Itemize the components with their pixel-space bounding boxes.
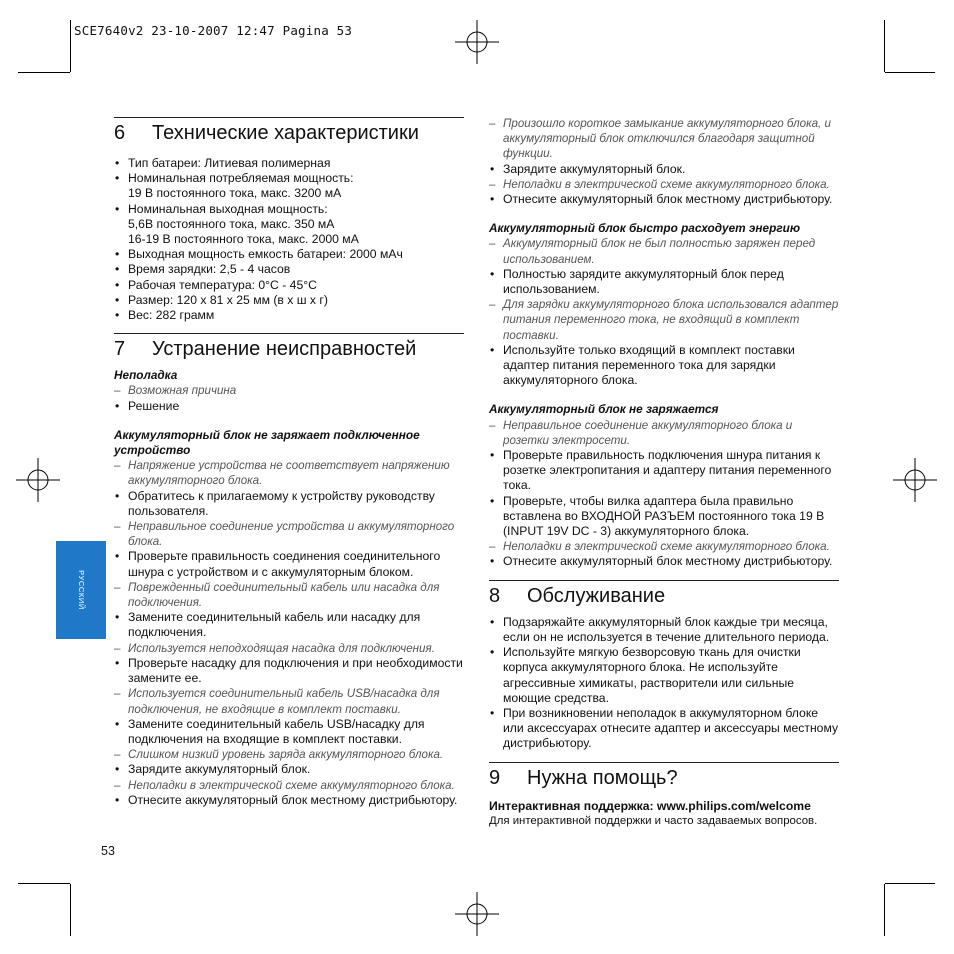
- cause-text: – Неправильное соединение устройства и аккумуляторного блока.: [114, 519, 464, 549]
- cause-text: – Слишком низкий уровень заряда аккумуляторного блока.: [114, 747, 464, 762]
- crop-mark: [18, 883, 70, 884]
- cause-text: – Используется соединительный кабель USB/насадка для подключения, не входящие в комплект поставки.: [114, 686, 464, 716]
- cause-text: – Неполадки в электрической схеме аккумуляторного блока.: [489, 539, 839, 554]
- solution-text: • Отнесите аккумуляторный блок местному дистрибьютору.: [114, 793, 464, 808]
- legend-solution: • Решение: [114, 399, 464, 414]
- registration-mark-icon: [16, 458, 60, 502]
- left-column: [114, 117, 464, 808]
- spec-item: • Рабочая температура: 0°C - 45°C: [114, 278, 464, 293]
- crop-mark: [885, 883, 935, 884]
- language-tab: [56, 541, 106, 639]
- problem-heading: Аккумуляторный блок не заряжается: [489, 402, 719, 417]
- spec-item: • Тип батареи: Литиевая полимерная: [114, 156, 464, 171]
- registration-mark-icon: [455, 892, 499, 936]
- spec-item: • Размер: 120 x 81 x 25 мм (в x ш x г): [114, 293, 464, 308]
- specs-list: [114, 156, 464, 323]
- solution-text: • Замените соединительный кабель или насадку для подключения.: [114, 610, 464, 640]
- crop-mark: [884, 884, 885, 936]
- solution-text: • Зарядите аккумуляторный блок.: [114, 762, 464, 777]
- cause-text: – Для зарядки аккумуляторного блока использовался адаптер питания переменного тока, не входящий в комплект поставки.: [489, 297, 839, 343]
- cause-text: – Напряжение устройства не соответствует напряжению аккумуляторного блока.: [114, 458, 464, 488]
- spec-item: • Время зарядки: 2,5 - 4 часов: [114, 262, 464, 277]
- cause-text: – Поврежденный соединительный кабель или насадка для подключения.: [114, 580, 464, 610]
- problem-heading: Аккумуляторный блок быстро расходует энергию: [489, 221, 801, 236]
- cause-text: – Используется неподходящая насадка для подключения.: [114, 641, 464, 656]
- solution-text: • Отнесите аккумуляторный блок местному дистрибьютору.: [489, 192, 839, 207]
- solution-text: • Обратитесь к прилагаемому к устройству руководству пользователя.: [114, 489, 464, 519]
- cause-text: – Неполадки в электрической схеме аккумуляторного блока.: [114, 778, 464, 793]
- crop-mark: [885, 72, 935, 73]
- maintenance-item: • При возникновении неполадок в аккумуляторном блоке или аксессуарах отнесите адаптер и аксессуары местному дистрибьютору.: [489, 706, 839, 752]
- maintenance-item: • Подзаряжайте аккумуляторный блок каждые три месяца, если он не используется в течение длительного периода.: [489, 615, 839, 645]
- registration-mark-icon: [893, 458, 937, 502]
- solution-text: • Отнесите аккумуляторный блок местному дистрибьютору.: [489, 554, 839, 569]
- legend-cause: – Возможная причина: [114, 383, 464, 398]
- section-9-heading: 9 Нужна помощь?: [489, 762, 839, 791]
- right-column: [489, 116, 839, 829]
- support-link[interactable]: Интерактивная поддержка: www.philips.com/welcome: [489, 798, 811, 813]
- language-tab-label: РУССКИЙ: [77, 570, 86, 610]
- solution-text: • Проверьте правильность соединения соединительного шнура с устройством и с аккумуляторным блоком.: [114, 549, 464, 579]
- legend-problem: Неполадка: [114, 368, 178, 383]
- spec-item: • Номинальная выходная мощность: 5,6В постоянного тока, макс. 350 мА 16-19 В постоянного тока, макс. 2000 мА: [114, 202, 464, 248]
- cause-text: – Неполадки в электрической схеме аккумуляторного блока.: [489, 177, 839, 192]
- solution-text: • Проверьте насадку для подключения и при необходимости замените ее.: [114, 656, 464, 686]
- support-text: Для интерактивной поддержки и часто задаваемых вопросов.: [489, 814, 818, 827]
- page-number: 53: [101, 844, 115, 858]
- cause-text: – Произошло короткое замыкание аккумуляторного блока, и аккумуляторный блок отключился благодаря защитной функции.: [489, 116, 839, 162]
- spec-item: • Вес: 282 грамм: [114, 308, 464, 323]
- spec-item: • Номинальная потребляемая мощность: 19 В постоянного тока, макс. 3200 мА: [114, 171, 464, 201]
- cause-text: – Аккумуляторный блок не был полностью заряжен перед использованием.: [489, 236, 839, 266]
- solution-text: • Проверьте, чтобы вилка адаптера была правильно вставлена во ВХОДНОЙ РАЗЪЕМ постоянного тока 19 В (INPUT 19V DC - 3) аккумуляторного блока.: [489, 494, 839, 540]
- section-7-heading: 7 Устранение неисправностей: [114, 333, 464, 362]
- crop-mark: [70, 20, 71, 72]
- section-8-heading: 8 Обслуживание: [489, 580, 839, 609]
- crop-mark: [18, 72, 70, 73]
- problem-heading: Аккумуляторный блок не заряжает подключенное устройство: [114, 427, 420, 458]
- maintenance-item: • Используйте мягкую безворсовую ткань для очистки корпуса аккумуляторного блока. Не используйте агрессивные химикаты, растворители или сильные моющие средства.: [489, 645, 839, 706]
- crop-mark: [70, 884, 71, 936]
- maintenance-list: [489, 615, 839, 752]
- solution-text: • Замените соединительный кабель USB/насадку для подключения на входящие в комплект поставки.: [114, 717, 464, 747]
- section-6-heading: 6 Технические характеристики: [114, 117, 464, 146]
- causes-list: [114, 458, 464, 808]
- crop-mark: [884, 20, 885, 72]
- cause-text: – Неправильное соединение аккумуляторного блока и розетки электросети.: [489, 418, 839, 448]
- solution-text: • Зарядите аккумуляторный блок.: [489, 162, 839, 177]
- spec-item: • Выходная мощность емкость батареи: 2000 мАч: [114, 247, 464, 262]
- solution-text: • Полностью зарядите аккумуляторный блок перед использованием.: [489, 267, 839, 297]
- registration-mark-icon: [455, 20, 499, 64]
- solution-text: • Используйте только входящий в комплект поставки адаптер питания переменного тока для зарядки аккумуляторного блока.: [489, 343, 839, 389]
- solution-text: • Проверьте правильность подключения шнура питания к розетке электропитания и адаптеру питания переменного тока.: [489, 448, 839, 494]
- print-slug: SCE7640v2 23-10-2007 12:47 Pagina 53: [74, 23, 353, 38]
